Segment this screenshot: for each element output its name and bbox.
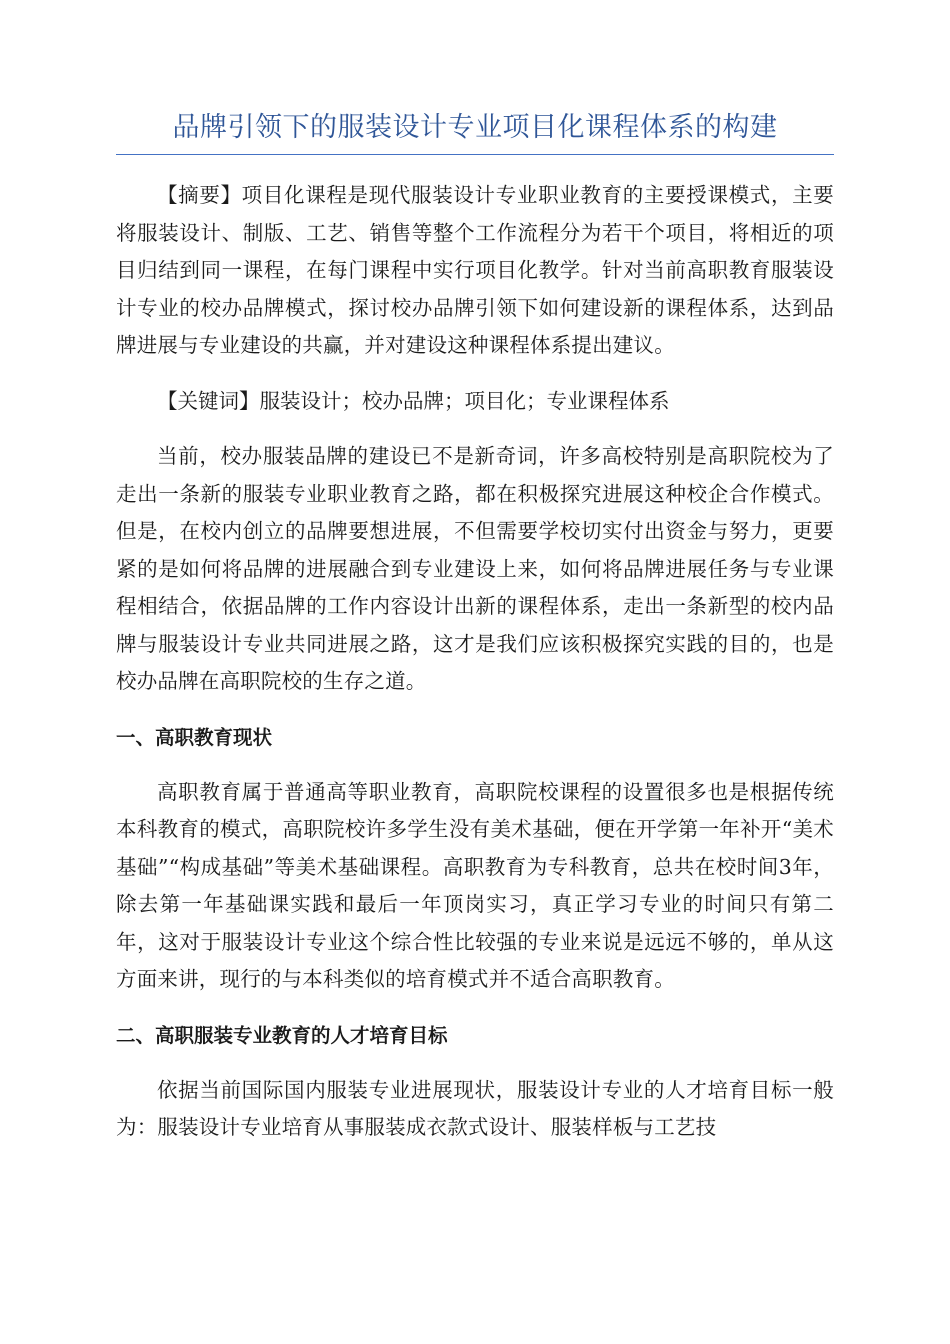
section-2-paragraph: 依据当前国际国内服装专业进展现状，服装设计专业的人才培育目标一般为：服装设计专业培育从事服装成衣款式设计、服装样板与工艺技 — [116, 1077, 834, 1139]
section-heading-2: 二、高职服装专业教育的人才培育目标 — [116, 1023, 448, 1047]
section-1-paragraph: 高职教育属于普通高等职业教育，高职院校课程的设置很多也是根据传统本科教育的模式，高职院校许多学生没有美术基础，便在开学第一年补开“美术基础”“构成基础”等美术基础课程。高职教育为专科教育，总共在校时间3年，除去第一年基础课实践和最后一年顶岗实习，真正学习专业的时间只有第二年，这对于服装设计专业这个综合性比较强的专业来说是远远不够的，单从这方面来讲，现行的与本科类似的培育模式并不适合高职教育。 — [116, 779, 834, 991]
document-page — [116, 108, 834, 1165]
intro-paragraph: 当前，校办服装品牌的建设已不是新奇词，许多高校特别是高职院校为了走出一条新的服装专业职业教育之路，都在积极探究进展这种校企合作模式。但是，在校内创立的品牌要想进展，不但需要学校切实付出资金与努力，更要紧的是如何将品牌的进展融合到专业建设上来，如何将品牌进展任务与专业课程相结合，依据品牌的工作内容设计出新的课程体系，走出一条新型的校内品牌与服装设计专业共同进展之路，这才是我们应该积极探究实践的目的，也是校办品牌在高职院校的生存之道。 — [116, 444, 834, 693]
document-title: 品牌引领下的服装设计专业项目化课程体系的构建 — [116, 108, 834, 155]
section-heading-1: 一、高职教育现状 — [116, 725, 273, 749]
keywords-paragraph: 【关键词】服装设计；校办品牌；项目化；专业课程体系 — [157, 388, 670, 413]
abstract-paragraph: 【摘要】项目化课程是现代服装设计专业职业教育的主要授课模式，主要将服装设计、制版、工艺、销售等整个工作流程分为若干个项目，将相近的项目归结到同一课程，在每门课程中实行项目化教学。针对当前高职教育服装设计专业的校办品牌模式，探讨校办品牌引领下如何建设新的课程体系，达到品牌进展与专业建设的共赢，并对建设这种课程体系提出建议。 — [116, 183, 834, 357]
